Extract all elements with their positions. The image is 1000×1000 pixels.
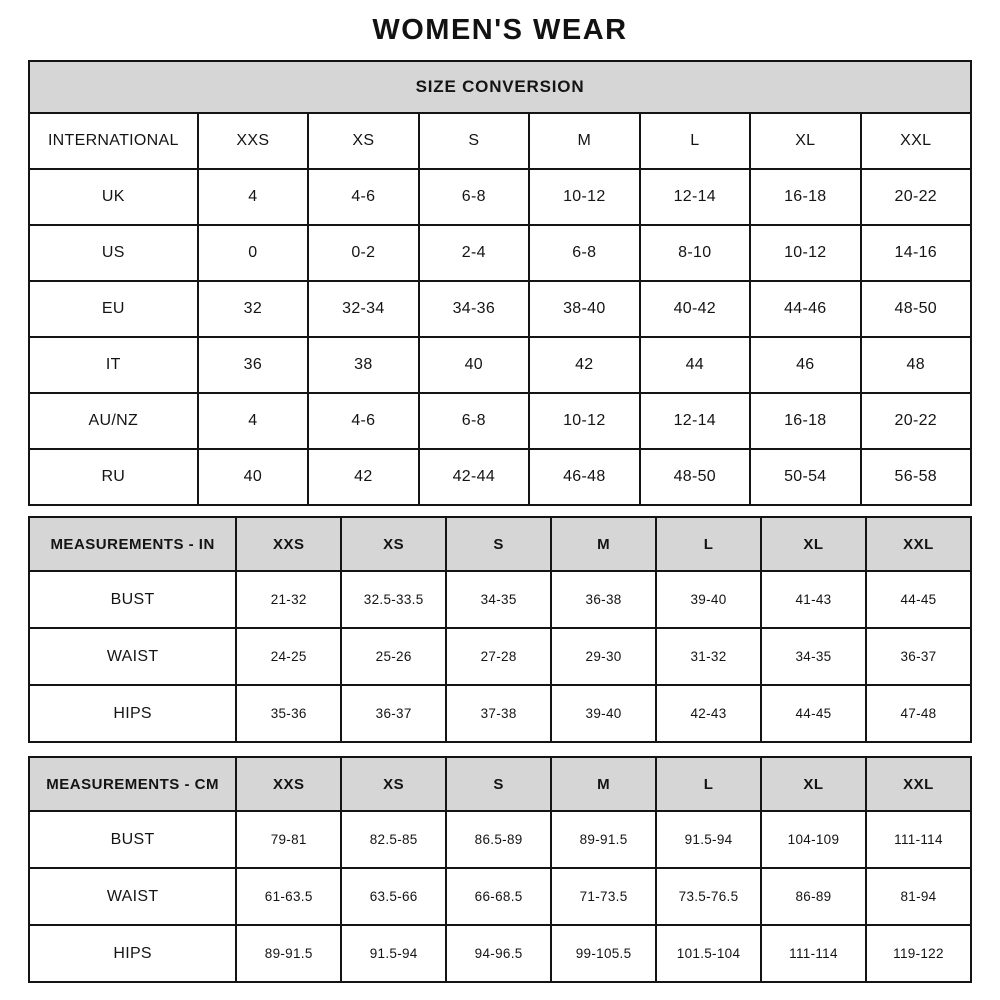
size-cell: 2-4	[419, 225, 529, 281]
measurement-cell: 111-114	[866, 811, 971, 868]
table-row	[29, 517, 971, 571]
measurement-cell: 79-81	[236, 811, 341, 868]
size-cell: 20-22	[861, 393, 971, 449]
measurement-cell: 82.5-85	[341, 811, 446, 868]
measurement-cell: 81-94	[866, 868, 971, 925]
size-cell: 6-8	[529, 225, 639, 281]
measurement-cell: 44-45	[866, 571, 971, 628]
table-row	[29, 337, 971, 393]
size-cell: 48	[861, 337, 971, 393]
size-conversion-banner: SIZE CONVERSION	[29, 61, 971, 113]
row-label: HIPS	[29, 685, 236, 742]
table-row	[29, 449, 971, 505]
column-header: XS	[341, 757, 446, 811]
table-row	[29, 281, 971, 337]
column-header: XXL	[861, 113, 971, 169]
measurement-cell: 86-89	[761, 868, 866, 925]
row-label: UK	[29, 169, 198, 225]
size-cell: 38	[308, 337, 418, 393]
measurement-cell: 35-36	[236, 685, 341, 742]
measurement-cell: 36-37	[866, 628, 971, 685]
column-header: S	[446, 517, 551, 571]
row-label: BUST	[29, 811, 236, 868]
measurement-cell: 89-91.5	[551, 811, 656, 868]
row-label: BUST	[29, 571, 236, 628]
size-cell: 4-6	[308, 393, 418, 449]
size-cell: 44	[640, 337, 750, 393]
column-header: XS	[341, 517, 446, 571]
size-cell: 6-8	[419, 393, 529, 449]
size-cell: 56-58	[861, 449, 971, 505]
measurement-cell: 44-45	[761, 685, 866, 742]
measurement-cell: 101.5-104	[656, 925, 761, 982]
size-cell: 12-14	[640, 169, 750, 225]
measurement-cell: 37-38	[446, 685, 551, 742]
column-header: L	[640, 113, 750, 169]
column-header: XXL	[866, 757, 971, 811]
table-row	[29, 925, 971, 982]
measurement-cell: 31-32	[656, 628, 761, 685]
size-cell: 10-12	[529, 393, 639, 449]
size-cell: 42-44	[419, 449, 529, 505]
measurement-cell: 36-37	[341, 685, 446, 742]
page-title: WOMEN'S WEAR	[372, 14, 628, 46]
size-cell: 34-36	[419, 281, 529, 337]
size-cell: 44-46	[750, 281, 860, 337]
size-cell: 40-42	[640, 281, 750, 337]
column-header: XL	[761, 757, 866, 811]
column-header: M	[529, 113, 639, 169]
row-label: AU/NZ	[29, 393, 198, 449]
table-row	[29, 61, 971, 113]
measurement-cell: 24-25	[236, 628, 341, 685]
size-cell: 4	[198, 169, 308, 225]
column-header: XXS	[236, 517, 341, 571]
column-header: L	[656, 757, 761, 811]
size-conversion-table	[28, 60, 972, 506]
measurement-cell: 34-35	[446, 571, 551, 628]
measurement-cell: 104-109	[761, 811, 866, 868]
size-cell: 10-12	[529, 169, 639, 225]
measurement-cell: 41-43	[761, 571, 866, 628]
measurement-cell: 42-43	[656, 685, 761, 742]
column-header: L	[656, 517, 761, 571]
table-row	[29, 225, 971, 281]
size-cell: 42	[529, 337, 639, 393]
column-header: M	[551, 517, 656, 571]
table-row	[29, 868, 971, 925]
row-label: RU	[29, 449, 198, 505]
size-cell: 50-54	[750, 449, 860, 505]
measurement-cell: 91.5-94	[341, 925, 446, 982]
measurement-cell: 47-48	[866, 685, 971, 742]
measurement-cell: 36-38	[551, 571, 656, 628]
size-cell: 32	[198, 281, 308, 337]
row-label: IT	[29, 337, 198, 393]
size-cell: 4	[198, 393, 308, 449]
measurement-cell: 89-91.5	[236, 925, 341, 982]
table-row	[29, 757, 971, 811]
table-row	[29, 169, 971, 225]
measurement-cell: 39-40	[656, 571, 761, 628]
measurements-in-table	[28, 516, 972, 743]
column-header: XXS	[236, 757, 341, 811]
measurement-cell: 66-68.5	[446, 868, 551, 925]
column-header: XXS	[198, 113, 308, 169]
measurements-header-label: MEASUREMENTS - IN	[29, 517, 236, 571]
measurement-cell: 32.5-33.5	[341, 571, 446, 628]
size-cell: 6-8	[419, 169, 529, 225]
row-label: US	[29, 225, 198, 281]
column-header: S	[419, 113, 529, 169]
column-header: XL	[761, 517, 866, 571]
table-row	[29, 628, 971, 685]
column-header: XS	[308, 113, 418, 169]
size-cell: 8-10	[640, 225, 750, 281]
row-label: HIPS	[29, 925, 236, 982]
measurement-cell: 91.5-94	[656, 811, 761, 868]
measurement-cell: 86.5-89	[446, 811, 551, 868]
size-cell: 40	[198, 449, 308, 505]
size-cell: 40	[419, 337, 529, 393]
measurement-cell: 99-105.5	[551, 925, 656, 982]
size-cell: 48-50	[640, 449, 750, 505]
measurement-cell: 61-63.5	[236, 868, 341, 925]
measurement-cell: 21-32	[236, 571, 341, 628]
size-cell: 46-48	[529, 449, 639, 505]
measurements-header-label: MEASUREMENTS - CM	[29, 757, 236, 811]
measurement-cell: 25-26	[341, 628, 446, 685]
size-cell: 48-50	[861, 281, 971, 337]
table-row	[29, 571, 971, 628]
table-row	[29, 811, 971, 868]
size-cell: 14-16	[861, 225, 971, 281]
measurement-cell: 111-114	[761, 925, 866, 982]
size-cell: 20-22	[861, 169, 971, 225]
column-header-international: INTERNATIONAL	[29, 113, 198, 169]
size-cell: 16-18	[750, 393, 860, 449]
size-cell: 16-18	[750, 169, 860, 225]
measurement-cell: 29-30	[551, 628, 656, 685]
size-cell: 4-6	[308, 169, 418, 225]
column-header: XXL	[866, 517, 971, 571]
measurement-cell: 39-40	[551, 685, 656, 742]
measurement-cell: 71-73.5	[551, 868, 656, 925]
measurement-cell: 73.5-76.5	[656, 868, 761, 925]
table-row	[29, 393, 971, 449]
size-cell: 0	[198, 225, 308, 281]
column-header: M	[551, 757, 656, 811]
size-cell: 46	[750, 337, 860, 393]
measurement-cell: 27-28	[446, 628, 551, 685]
measurement-cell: 94-96.5	[446, 925, 551, 982]
row-label: EU	[29, 281, 198, 337]
measurement-cell: 34-35	[761, 628, 866, 685]
row-label: WAIST	[29, 628, 236, 685]
size-cell: 10-12	[750, 225, 860, 281]
size-cell: 12-14	[640, 393, 750, 449]
size-cell: 0-2	[308, 225, 418, 281]
table-row	[29, 113, 971, 169]
measurement-cell: 119-122	[866, 925, 971, 982]
size-cell: 36	[198, 337, 308, 393]
size-cell: 32-34	[308, 281, 418, 337]
column-header: XL	[750, 113, 860, 169]
row-label: WAIST	[29, 868, 236, 925]
measurements-cm-table	[28, 756, 972, 983]
size-cell: 38-40	[529, 281, 639, 337]
size-cell: 42	[308, 449, 418, 505]
measurement-cell: 63.5-66	[341, 868, 446, 925]
table-row	[29, 685, 971, 742]
column-header: S	[446, 757, 551, 811]
